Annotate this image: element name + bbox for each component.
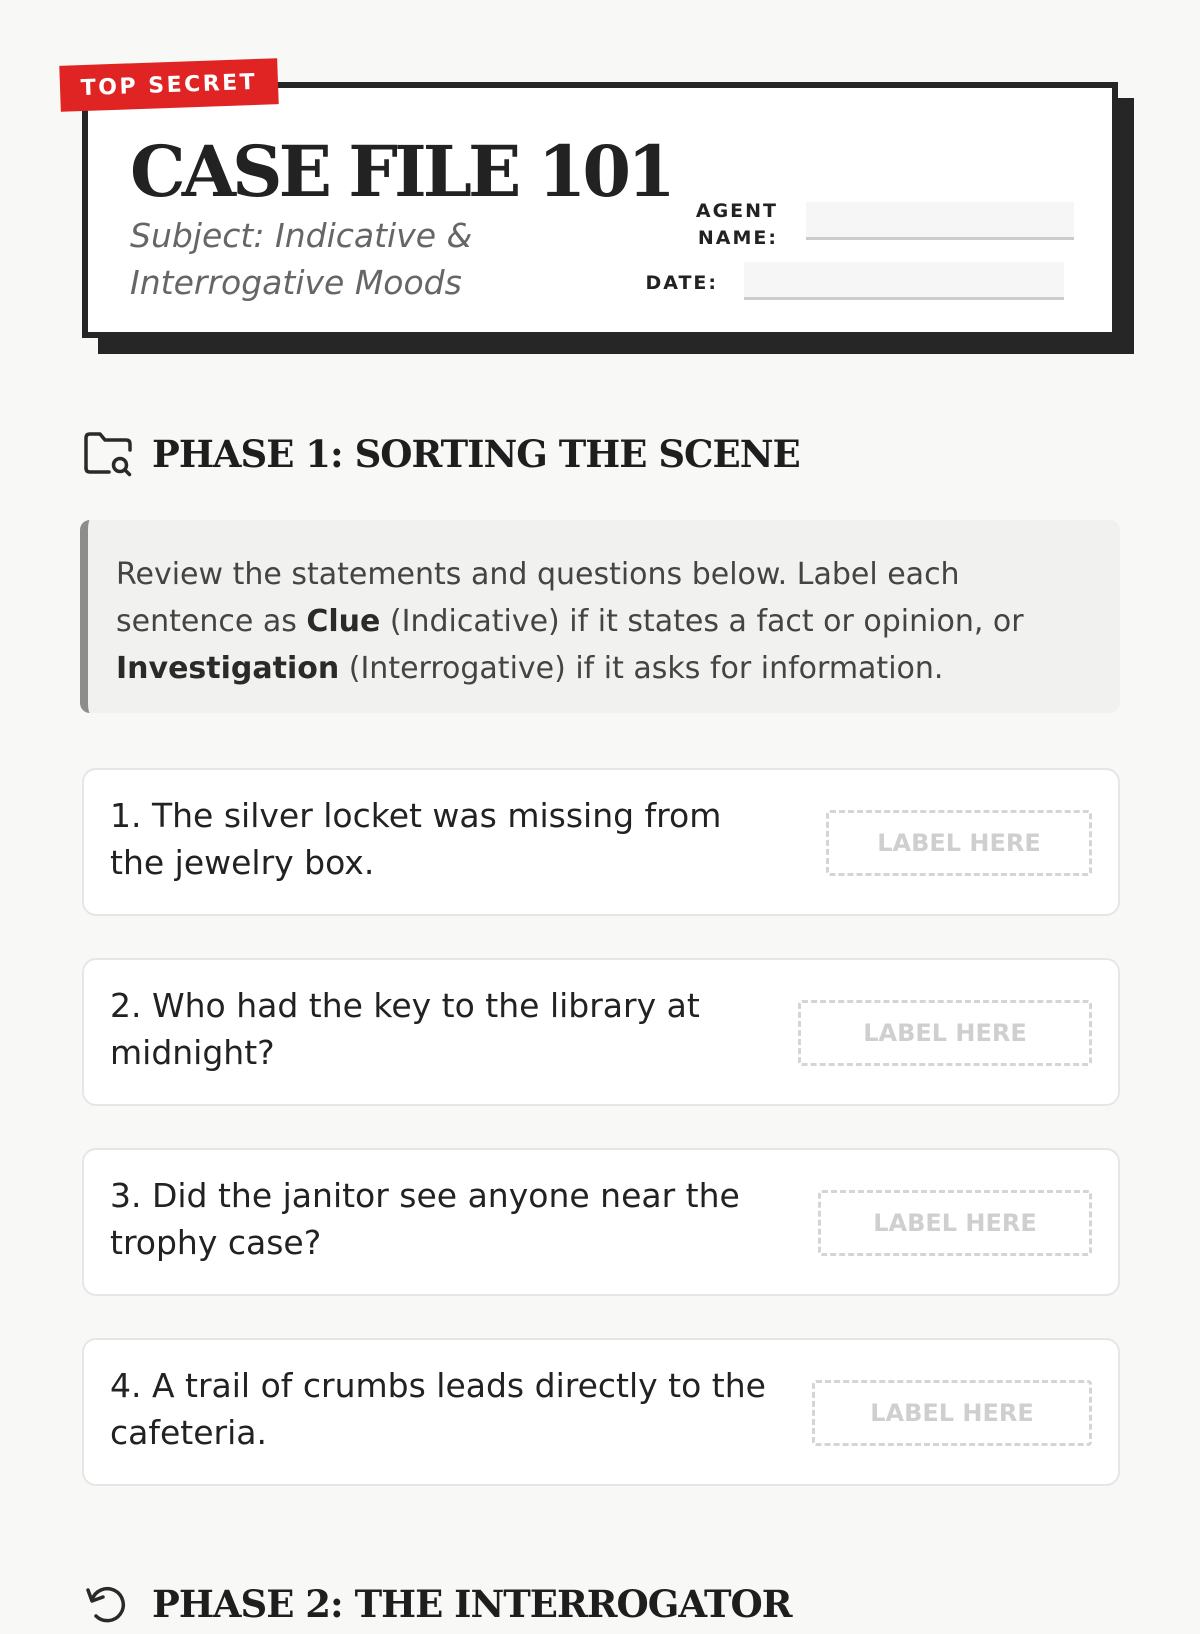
agent-name-label: AGENT NAME: [695,200,778,249]
top-secret-stamp: TOP SECRET [59,58,278,112]
label-drop-zone[interactable]: LABEL HERE [818,1190,1092,1256]
agent-name-input[interactable] [806,202,1074,240]
folder-search-icon [82,428,134,480]
phase-1-title: PHASE 1: SORTING THE SCENE [152,432,800,476]
question-text: 2. Who had the key to the library at midnight? [110,986,700,1072]
phase-1-heading [82,424,800,484]
question-text: 4. A trail of crumbs leads directly to the cafeteria. [110,1366,766,1452]
phase-2-heading [82,1574,792,1634]
question-card [82,958,1120,1106]
instructions-text-2: (Indicative) if it states a fact or opinion, or [380,604,1024,639]
label-drop-zone[interactable]: LABEL HERE [812,1380,1092,1446]
date-input[interactable] [744,262,1064,300]
question-card [82,1148,1120,1296]
question-card [82,768,1120,916]
question-card [82,1338,1120,1486]
instructions-box [80,520,1120,713]
instructions-text-1: Review the statements and questions below. Label each sentence as [116,557,960,639]
label-drop-zone[interactable]: LABEL HERE [826,810,1092,876]
term-investigation: Investigation [116,651,340,686]
date-label: DATE: [645,272,718,294]
question-text: 3. Did the janitor see anyone near the trophy case? [110,1176,740,1262]
case-subject: Subject: Indicative & Interrogative Moods [130,216,473,302]
case-file-title: CASE FILE 101 [130,130,672,213]
undo-arrow-icon [82,1578,134,1630]
phase-2-title: PHASE 2: THE INTERROGATOR [152,1582,792,1626]
case-file-header [82,82,1118,338]
question-text: 1. The silver locket was missing from the jewelry box. [110,796,722,882]
term-clue: Clue [306,604,381,639]
instructions-text-3: (Interrogative) if it asks for information. [339,651,944,686]
label-drop-zone[interactable]: LABEL HERE [798,1000,1092,1066]
